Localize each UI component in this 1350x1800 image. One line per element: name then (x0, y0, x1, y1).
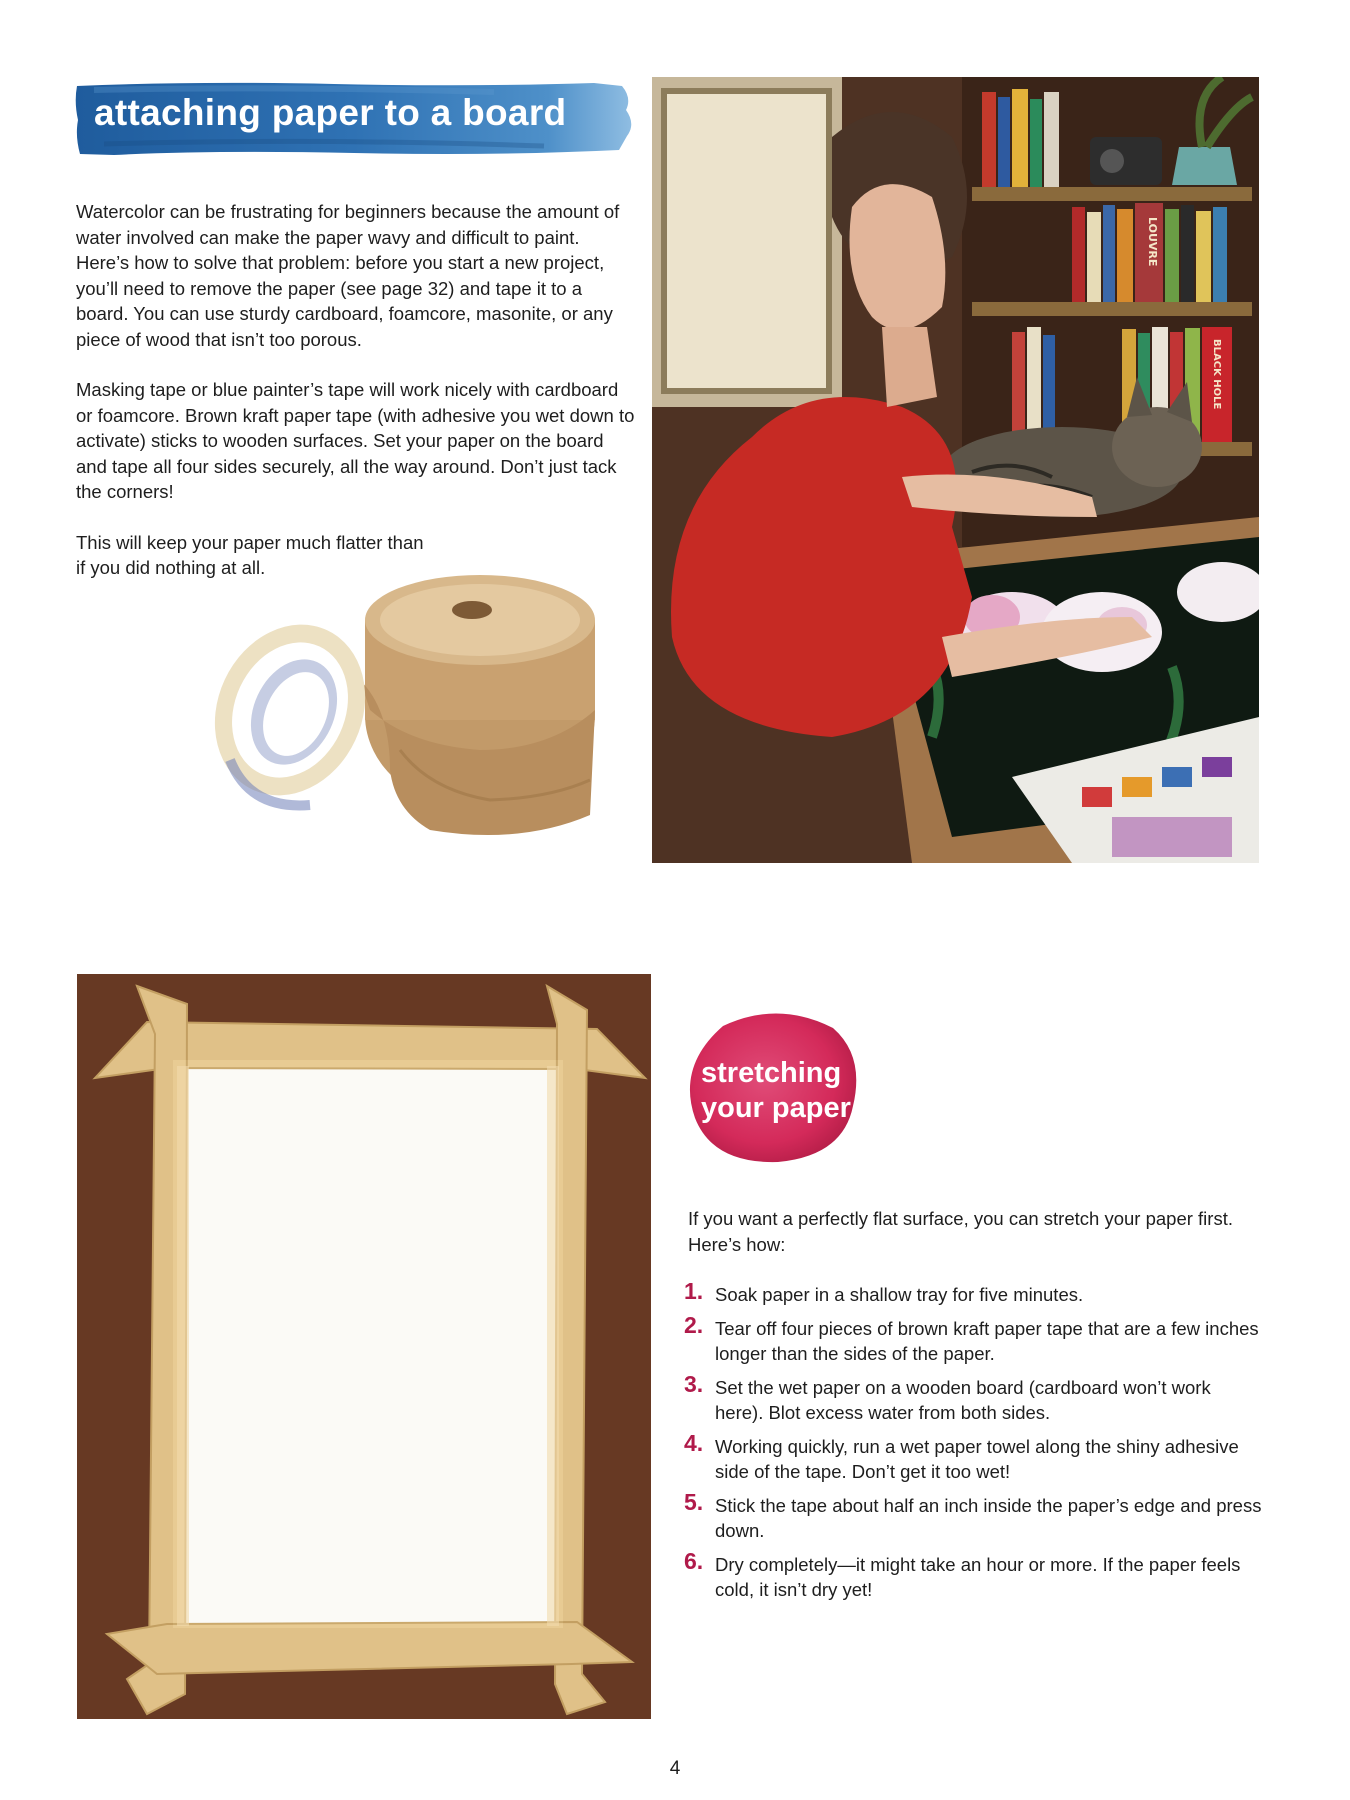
tape-rolls-illustration (190, 560, 630, 850)
artist-painting-image (652, 77, 1259, 863)
step-number: 3. (684, 1370, 704, 1397)
paragraph-flatter: This will keep your paper much flatter than if you did nothing at all. (76, 531, 424, 578)
book-spine-black-hole: BLACK HOLE (1211, 339, 1222, 410)
step-item (684, 1311, 1264, 1367)
step-text: Soak paper in a shallow tray for five minutes. (715, 1284, 1084, 1305)
step-text: Stick the tape about half an inch inside the paper’s edge and press down. (715, 1494, 1262, 1541)
intro-text-column (76, 199, 636, 606)
section-heading-banner (74, 80, 640, 158)
stretching-steps-list (684, 1278, 1264, 1611)
step-text: Tear off four pieces of brown kraft paper tape that are a few inches longer than the sides of the paper. (715, 1317, 1259, 1364)
stretching-heading-badge (683, 1006, 865, 1166)
step-text: Working quickly, run a wet paper towel along the shiny adhesive side of the tape. Don’t get it too wet! (715, 1435, 1239, 1482)
page-number: 4 (669, 1758, 681, 1779)
step-number: 2. (684, 1311, 704, 1338)
stretching-title-line1: stretching (701, 1057, 842, 1089)
stretching-title-line2: your paper (701, 1092, 851, 1124)
book-spine-louvre: LOUVRE (1146, 217, 1159, 267)
step-item (684, 1429, 1264, 1485)
stretching-title (701, 1056, 861, 1126)
taped-paper-board-illustration (77, 974, 651, 1719)
step-item (684, 1370, 1264, 1426)
step-text: Dry completely—it might take an hour or more. If the paper feels cold, it isn’t dry yet! (715, 1553, 1241, 1600)
step-number: 5. (684, 1488, 704, 1515)
paragraph-tape: Masking tape or blue painter’s tape will work nicely with cardboard or foamcore. Brown kraft paper tape (with adhesive you wet down to activate) sticks to wooden surfaces. Set your paper on the board and tape all four sides securely, all the way around. Don’t just tack the corners! (76, 379, 635, 502)
step-number: 6. (684, 1547, 704, 1574)
step-item (684, 1488, 1264, 1544)
step-number: 1. (684, 1278, 704, 1304)
step-item (684, 1278, 1264, 1308)
step-number: 4. (684, 1429, 704, 1456)
step-text: Set the wet paper on a wooden board (cardboard won’t work here). Blot excess water from both sides. (715, 1376, 1211, 1423)
stretching-intro: If you want a perfectly flat surface, you can stretch your paper first. Here’s how: (688, 1208, 1233, 1255)
paragraph-intro: Watercolor can be frustrating for beginners because the amount of water involved can make the paper wavy and difficult to paint. Here’s how to solve that problem: before you start a new project, you’ll need to remove the paper (see page 32) and tape it to a board. You can use sturdy cardboard, foamcore, masonite, or any piece of wood that isn’t too porous. (76, 201, 620, 350)
section-title: attaching paper to a board (94, 92, 567, 133)
step-item (684, 1547, 1264, 1603)
